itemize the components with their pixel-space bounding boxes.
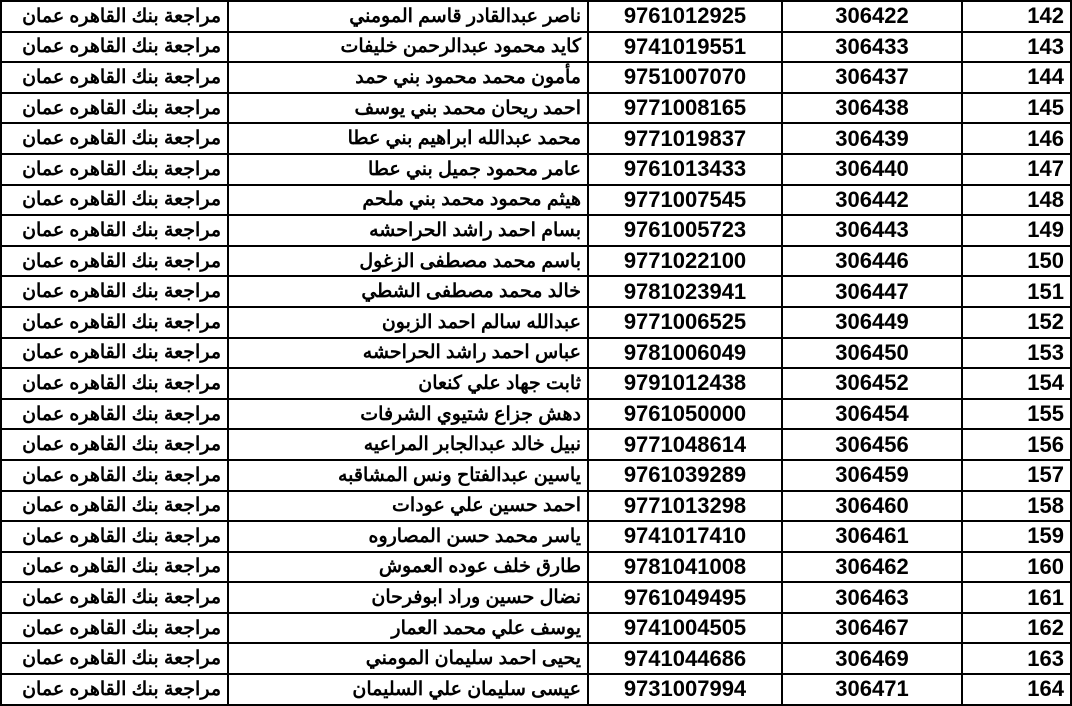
- cell-code: 306439: [782, 123, 962, 154]
- cell-full-name: عيسى سليمان علي السليمان: [228, 674, 588, 705]
- cell-row-number: 150: [962, 246, 1071, 277]
- cell-review-location: مراجعة بنك القاهره عمان: [1, 368, 228, 399]
- cell-review-location: مراجعة بنك القاهره عمان: [1, 613, 228, 644]
- cell-full-name: نبيل خالد عبدالجابر المراعيه: [228, 429, 588, 460]
- cell-national-id: 9781041008: [588, 552, 782, 583]
- cell-national-id: 9731007994: [588, 674, 782, 705]
- cell-row-number: 153: [962, 338, 1071, 369]
- cell-full-name: كايد محمود عبدالرحمن خليفات: [228, 32, 588, 63]
- cell-code: 306447: [782, 276, 962, 307]
- cell-code: 306443: [782, 215, 962, 246]
- cell-review-location: مراجعة بنك القاهره عمان: [1, 1, 228, 32]
- cell-row-number: 162: [962, 613, 1071, 644]
- cell-code: 306433: [782, 32, 962, 63]
- cell-code: 306454: [782, 399, 962, 430]
- cell-row-number: 147: [962, 154, 1071, 185]
- cell-code: 306438: [782, 93, 962, 124]
- cell-full-name: يوسف علي محمد العمار: [228, 613, 588, 644]
- cell-full-name: طارق خلف عوده العموش: [228, 552, 588, 583]
- cell-national-id: 9761050000: [588, 399, 782, 430]
- table-row: [1, 491, 1071, 522]
- cell-code: 306450: [782, 338, 962, 369]
- cell-row-number: 161: [962, 582, 1071, 613]
- cell-row-number: 142: [962, 1, 1071, 32]
- cell-row-number: 143: [962, 32, 1071, 63]
- cell-national-id: 9771019837: [588, 123, 782, 154]
- cell-review-location: مراجعة بنك القاهره عمان: [1, 62, 228, 93]
- cell-national-id: 9761012925: [588, 1, 782, 32]
- cell-full-name: باسم محمد مصطفى الزغول: [228, 246, 588, 277]
- cell-code: 306437: [782, 62, 962, 93]
- table-row: [1, 62, 1071, 93]
- cell-review-location: مراجعة بنك القاهره عمان: [1, 338, 228, 369]
- cell-national-id: 9741004505: [588, 613, 782, 644]
- cell-full-name: هيثم محمود محمد بني ملحم: [228, 185, 588, 216]
- cell-review-location: مراجعة بنك القاهره عمان: [1, 552, 228, 583]
- cell-full-name: عبدالله سالم احمد الزبون: [228, 307, 588, 338]
- cell-review-location: مراجعة بنك القاهره عمان: [1, 429, 228, 460]
- table-row: [1, 1, 1071, 32]
- table-row: [1, 93, 1071, 124]
- cell-code: 306469: [782, 643, 962, 674]
- cell-review-location: مراجعة بنك القاهره عمان: [1, 246, 228, 277]
- cell-code: 306459: [782, 460, 962, 491]
- cell-code: 306422: [782, 1, 962, 32]
- cell-national-id: 9761005723: [588, 215, 782, 246]
- cell-code: 306471: [782, 674, 962, 705]
- cell-review-location: مراجعة بنك القاهره عمان: [1, 276, 228, 307]
- cell-row-number: 159: [962, 521, 1071, 552]
- cell-code: 306463: [782, 582, 962, 613]
- cell-full-name: يحيى احمد سليمان المومني: [228, 643, 588, 674]
- cell-review-location: مراجعة بنك القاهره عمان: [1, 93, 228, 124]
- cell-full-name: محمد عبدالله ابراهيم بني عطا: [228, 123, 588, 154]
- cell-national-id: 9781006049: [588, 338, 782, 369]
- cell-review-location: مراجعة بنك القاهره عمان: [1, 154, 228, 185]
- table-row: [1, 552, 1071, 583]
- table-row: [1, 613, 1071, 644]
- cell-review-location: مراجعة بنك القاهره عمان: [1, 643, 228, 674]
- table-row: [1, 32, 1071, 63]
- table-row: [1, 521, 1071, 552]
- cell-row-number: 154: [962, 368, 1071, 399]
- cell-code: 306460: [782, 491, 962, 522]
- cell-national-id: 9761013433: [588, 154, 782, 185]
- cell-row-number: 151: [962, 276, 1071, 307]
- table-row: [1, 643, 1071, 674]
- cell-full-name: ثابت جهاد علي كنعان: [228, 368, 588, 399]
- cell-national-id: 9771007545: [588, 185, 782, 216]
- cell-full-name: احمد حسين علي عودات: [228, 491, 588, 522]
- cell-code: 306446: [782, 246, 962, 277]
- cell-national-id: 9771013298: [588, 491, 782, 522]
- cell-national-id: 9761049495: [588, 582, 782, 613]
- cell-national-id: 9771048614: [588, 429, 782, 460]
- cell-code: 306462: [782, 552, 962, 583]
- table-row: [1, 276, 1071, 307]
- cell-full-name: دهش جزاع شتيوي الشرفات: [228, 399, 588, 430]
- cell-review-location: مراجعة بنك القاهره عمان: [1, 185, 228, 216]
- cell-national-id: 9781023941: [588, 276, 782, 307]
- cell-national-id: 9791012438: [588, 368, 782, 399]
- cell-national-id: 9751007070: [588, 62, 782, 93]
- cell-review-location: مراجعة بنك القاهره عمان: [1, 521, 228, 552]
- cell-row-number: 148: [962, 185, 1071, 216]
- cell-national-id: 9771006525: [588, 307, 782, 338]
- cell-row-number: 163: [962, 643, 1071, 674]
- table-row: [1, 215, 1071, 246]
- table-row: [1, 154, 1071, 185]
- cell-review-location: مراجعة بنك القاهره عمان: [1, 674, 228, 705]
- table-row: [1, 185, 1071, 216]
- cell-national-id: 9771022100: [588, 246, 782, 277]
- cell-national-id: 9741017410: [588, 521, 782, 552]
- cell-code: 306456: [782, 429, 962, 460]
- table-row: [1, 460, 1071, 491]
- cell-code: 306452: [782, 368, 962, 399]
- cell-national-id: 9771008165: [588, 93, 782, 124]
- cell-national-id: 9741019551: [588, 32, 782, 63]
- cell-review-location: مراجعة بنك القاهره عمان: [1, 32, 228, 63]
- cell-row-number: 146: [962, 123, 1071, 154]
- cell-code: 306467: [782, 613, 962, 644]
- table-row: [1, 582, 1071, 613]
- cell-full-name: عباس احمد راشد الحراحشه: [228, 338, 588, 369]
- results-table-body: [1, 1, 1071, 705]
- cell-row-number: 164: [962, 674, 1071, 705]
- cell-row-number: 155: [962, 399, 1071, 430]
- table-row: [1, 368, 1071, 399]
- cell-full-name: ياسين عبدالفتاح ونس المشاقبه: [228, 460, 588, 491]
- cell-review-location: مراجعة بنك القاهره عمان: [1, 215, 228, 246]
- cell-full-name: ياسر محمد حسن المصاروه: [228, 521, 588, 552]
- cell-review-location: مراجعة بنك القاهره عمان: [1, 582, 228, 613]
- cell-full-name: نضال حسين وراد ابوفرحان: [228, 582, 588, 613]
- cell-full-name: عامر محمود جميل بني عطا: [228, 154, 588, 185]
- cell-review-location: مراجعة بنك القاهره عمان: [1, 307, 228, 338]
- table-row: [1, 246, 1071, 277]
- table-row: [1, 307, 1071, 338]
- table-row: [1, 399, 1071, 430]
- table-row: [1, 123, 1071, 154]
- table-row: [1, 674, 1071, 705]
- cell-full-name: خالد محمد مصطفى الشطي: [228, 276, 588, 307]
- table-row: [1, 429, 1071, 460]
- cell-row-number: 156: [962, 429, 1071, 460]
- cell-row-number: 160: [962, 552, 1071, 583]
- cell-review-location: مراجعة بنك القاهره عمان: [1, 460, 228, 491]
- cell-row-number: 157: [962, 460, 1071, 491]
- cell-review-location: مراجعة بنك القاهره عمان: [1, 491, 228, 522]
- cell-full-name: احمد ريحان محمد بني يوسف: [228, 93, 588, 124]
- cell-full-name: ناصر عبدالقادر قاسم المومني: [228, 1, 588, 32]
- cell-review-location: مراجعة بنك القاهره عمان: [1, 123, 228, 154]
- cell-row-number: 145: [962, 93, 1071, 124]
- cell-code: 306449: [782, 307, 962, 338]
- cell-review-location: مراجعة بنك القاهره عمان: [1, 399, 228, 430]
- cell-full-name: بسام احمد راشد الحراحشه: [228, 215, 588, 246]
- cell-row-number: 144: [962, 62, 1071, 93]
- cell-row-number: 152: [962, 307, 1071, 338]
- cell-full-name: مأمون محمد محمود بني حمد: [228, 62, 588, 93]
- cell-national-id: 9741044686: [588, 643, 782, 674]
- table-row: [1, 338, 1071, 369]
- cell-code: 306461: [782, 521, 962, 552]
- cell-code: 306440: [782, 154, 962, 185]
- cell-row-number: 158: [962, 491, 1071, 522]
- cell-national-id: 9761039289: [588, 460, 782, 491]
- cell-row-number: 149: [962, 215, 1071, 246]
- cell-code: 306442: [782, 185, 962, 216]
